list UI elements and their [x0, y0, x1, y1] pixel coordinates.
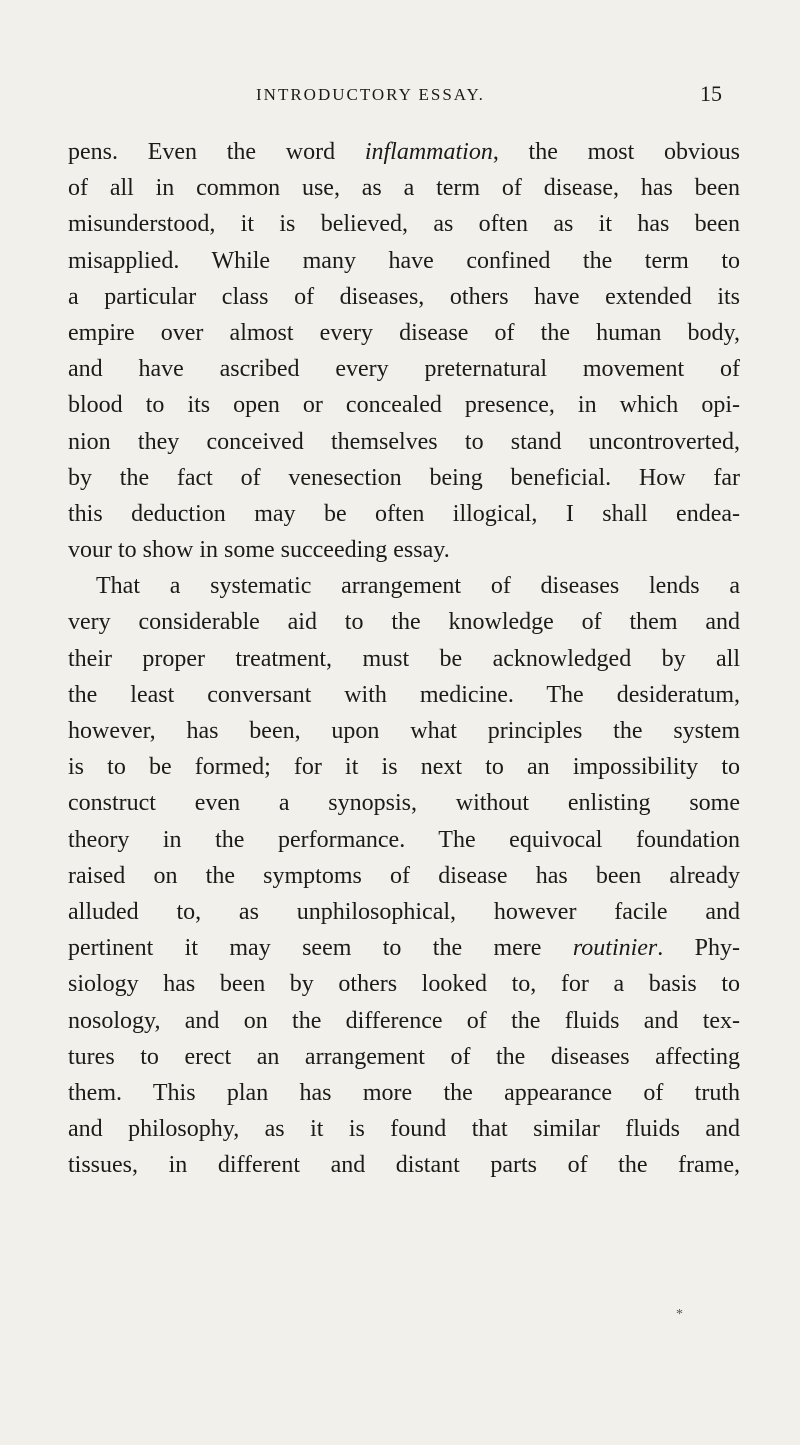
text-segment: blood to its open or concealed presence, in which opi- [68, 392, 740, 419]
text-line [68, 351, 740, 387]
text-line [68, 641, 740, 677]
text-segment: however, has been, upon what principles the system [68, 718, 740, 744]
text-segment: by the fact of venesection being beneficial. How far [68, 464, 740, 491]
text-line [68, 424, 740, 460]
page-number: 15 [700, 81, 722, 106]
text-segment: the least conversant with medicine. The desideratum, [68, 681, 740, 708]
text-segment: misapplied. While many have confined the term to [68, 247, 740, 274]
text-line [68, 387, 740, 423]
text-line [68, 604, 740, 640]
text-segment: alluded to, as unphilosophical, however facile and [68, 898, 740, 925]
running-head: INTRODUCTORY ESSAY. [256, 85, 485, 104]
text-segment: raised on the symptoms of disease has been already [68, 862, 740, 889]
text-line [68, 785, 740, 821]
text-line [68, 677, 740, 713]
text-line [68, 749, 740, 785]
text-line [68, 460, 740, 496]
text-segment: tissues, in different and distant parts of the frame, [68, 1152, 740, 1179]
text-line [68, 134, 740, 170]
body-text [68, 134, 740, 1183]
text-line [68, 206, 740, 242]
text-line [68, 170, 740, 206]
text-line [68, 496, 740, 532]
text-segment: vour to show in some succeeding essay. [68, 537, 450, 564]
text-segment: is to be formed; for it is next to an impossibility to [68, 754, 740, 781]
text-segment: , the most obvious [492, 139, 740, 165]
text-segment: . Phy- [657, 935, 740, 962]
text-segment: and have ascribed every preternatural movement of [68, 356, 740, 383]
text-segment: siology has been by others looked to, for a basis to [68, 971, 740, 998]
text-line [68, 930, 740, 966]
text-segment: pertinent it may seem to the mere [68, 935, 573, 962]
text-segment: nosology, and on the difference of the fluids and tex- [68, 1007, 740, 1034]
text-line [68, 1147, 740, 1183]
text-line [68, 568, 740, 604]
text-segment: construct even a synopsis, without enlisting some [68, 790, 740, 817]
text-line [68, 1003, 740, 1039]
text-segment: their proper treatment, must be acknowledged by all [68, 645, 740, 672]
text-line [68, 315, 740, 351]
text-segment: them. This plan has more the appearance of truth [68, 1079, 740, 1106]
text-line [68, 966, 740, 1002]
italic-text: inflammation [364, 139, 493, 165]
text-segment: a particular class of diseases, others have extended its [68, 283, 740, 310]
footer-mark: * [676, 1307, 683, 1322]
text-segment: of all in common use, as a term of disease, has been [68, 175, 740, 202]
text-line [68, 1111, 740, 1147]
text-segment: very considerable aid to the knowledge of them and [68, 609, 740, 636]
text-segment: empire over almost every disease of the human body, [68, 319, 740, 346]
text-segment: this deduction may be often illogical, I shall endea- [68, 500, 740, 527]
text-line [68, 1039, 740, 1075]
text-line [68, 279, 740, 315]
text-segment: nion they conceived themselves to stand uncontroverted, [68, 428, 740, 455]
text-segment: pens. Even the word [68, 139, 365, 165]
text-line [68, 822, 740, 858]
text-line [68, 713, 740, 749]
text-line [68, 1075, 740, 1111]
text-segment: misunderstood, it is believed, as often as it has been [68, 211, 740, 238]
text-line [68, 532, 740, 568]
text-segment: and philosophy, as it is found that similar fluids and [68, 1116, 740, 1143]
text-segment: theory in the performance. The equivocal foundation [68, 826, 740, 853]
text-line [68, 894, 740, 930]
text-segment: That a systematic arrangement of diseases lends a [96, 573, 740, 600]
text-line [68, 858, 740, 894]
text-line [68, 243, 740, 279]
text-segment: tures to erect an arrangement of the diseases affecting [68, 1043, 740, 1070]
italic-text: routinier [572, 935, 658, 962]
